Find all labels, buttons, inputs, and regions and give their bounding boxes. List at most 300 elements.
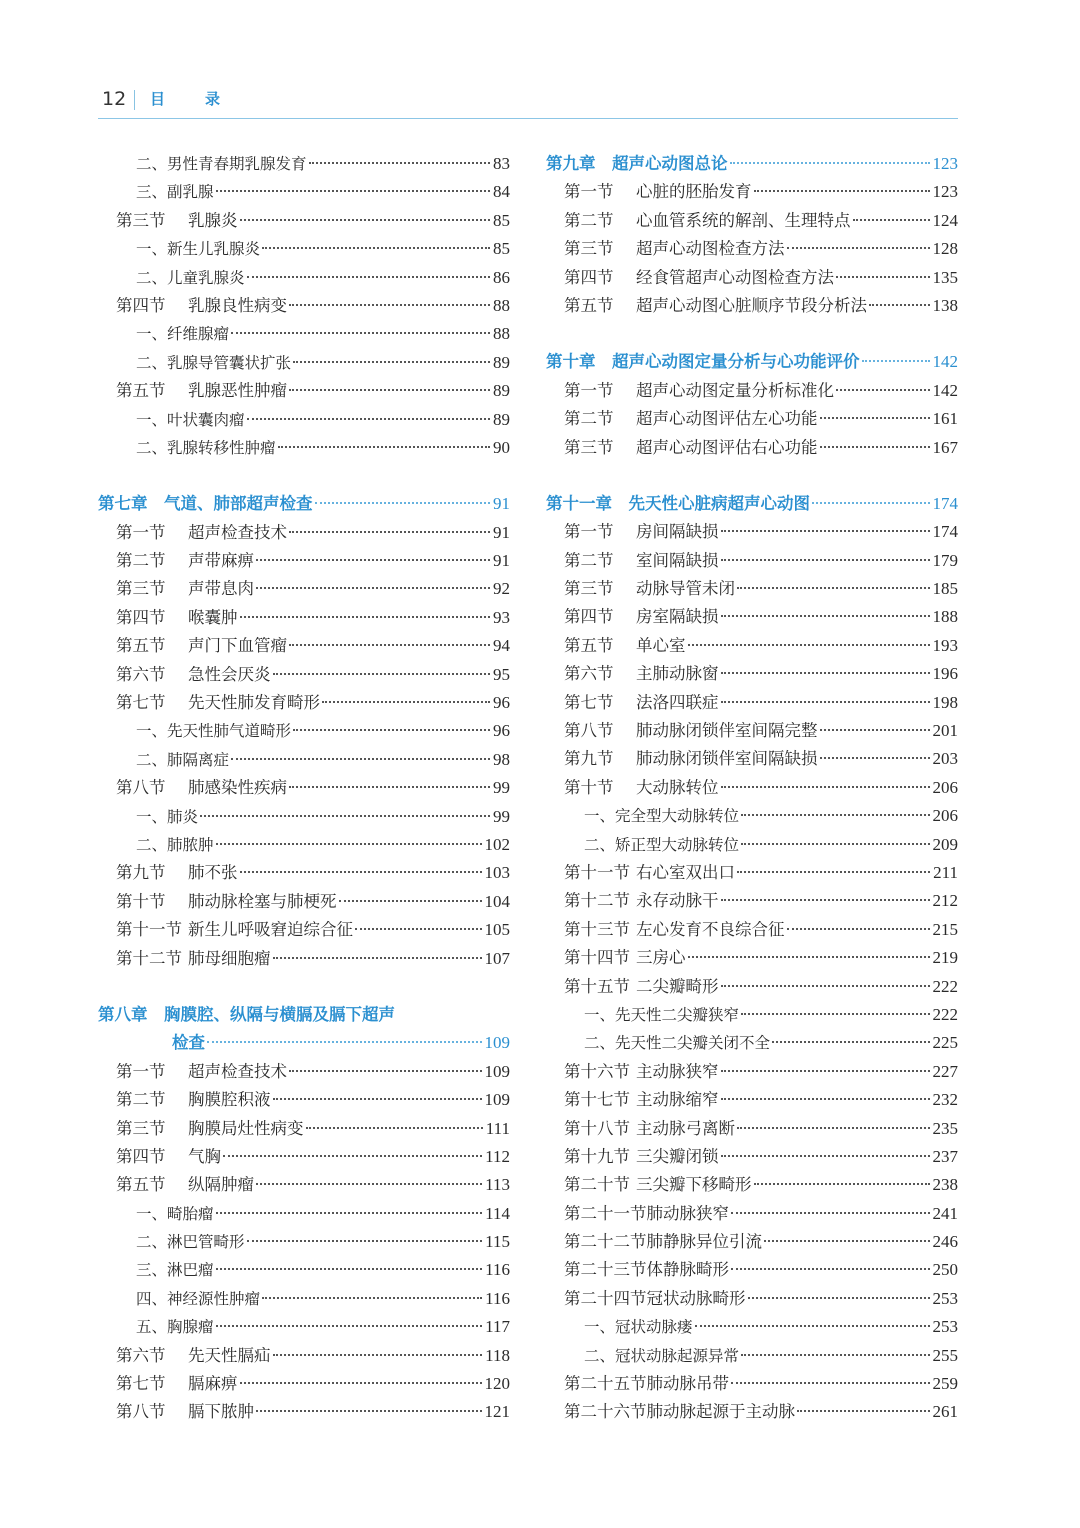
dot-leader xyxy=(240,871,482,873)
toc-subsection-entry[interactable] xyxy=(546,1029,958,1057)
toc-chapter-entry[interactable] xyxy=(546,150,958,178)
toc-entry-label: 超声检查技术 xyxy=(188,522,287,542)
toc-entry-label: 房室隔缺损 xyxy=(636,607,719,627)
toc-section-entry[interactable] xyxy=(546,1398,958,1426)
toc-entry-label: 法洛四联症 xyxy=(636,692,719,712)
toc-entry-title xyxy=(546,292,867,320)
toc-page-number: 241 xyxy=(932,1203,958,1223)
toc-entry-label: 气道、肺部超声检查 xyxy=(164,494,313,514)
toc-section-entry[interactable] xyxy=(546,1058,958,1086)
toc-section-entry[interactable] xyxy=(98,1398,510,1426)
toc-entry-number: 第一节 xyxy=(564,380,614,400)
toc-entry-number: 第三节 xyxy=(564,579,614,599)
toc-entry-number: 第五节 xyxy=(116,636,166,656)
toc-section-entry[interactable] xyxy=(98,1342,510,1370)
toc-section-entry[interactable] xyxy=(98,689,510,717)
toc-section-entry[interactable] xyxy=(546,632,958,660)
toc-entry-label: 乳腺恶性肿瘤 xyxy=(188,381,287,401)
toc-entry-number: 第三节 xyxy=(564,239,614,259)
toc-entry-number: 第二十节 xyxy=(564,1175,630,1195)
toc-page-number: 109 xyxy=(484,1033,510,1053)
toc-entry-label: 大动脉转位 xyxy=(636,777,719,797)
toc-entry-title xyxy=(546,1398,795,1426)
dot-leader xyxy=(216,1268,483,1270)
toc-section-entry[interactable] xyxy=(98,859,510,887)
toc-entry-number: 第三节 xyxy=(116,579,166,599)
dot-leader xyxy=(688,956,930,958)
toc-section-entry[interactable] xyxy=(546,1115,958,1143)
toc-entry-title xyxy=(98,746,229,774)
toc-page-number: 206 xyxy=(932,777,958,797)
toc-entry-title xyxy=(98,1001,395,1029)
toc-section-entry[interactable] xyxy=(546,1370,958,1398)
toc-entry-label: 二、淋巴管畸形 xyxy=(136,1233,245,1252)
toc-chapter-entry[interactable] xyxy=(98,490,510,518)
dot-leader xyxy=(721,899,930,901)
dot-leader xyxy=(306,1127,483,1129)
toc-page-number: 222 xyxy=(932,976,958,996)
toc-page-number: 113 xyxy=(485,1175,510,1195)
toc-entry-title xyxy=(98,150,307,178)
toc-entry-number: 第一节 xyxy=(564,522,614,542)
toc-page-number: 99 xyxy=(493,806,510,826)
toc-entry-title xyxy=(98,320,229,348)
toc-subsection-entry[interactable] xyxy=(98,349,510,377)
toc-entry-title xyxy=(98,774,287,802)
dot-leader xyxy=(223,1155,482,1157)
toc-entry-label: 超声心动图总论 xyxy=(612,154,728,173)
toc-entry-title xyxy=(98,292,287,320)
dot-leader xyxy=(256,1183,482,1185)
toc-subsection-entry[interactable] xyxy=(546,1342,958,1370)
dot-leader xyxy=(695,1325,930,1327)
toc-section-entry[interactable] xyxy=(546,689,958,717)
toc-entry-title xyxy=(546,717,818,745)
toc-entry-label: 永存动脉干 xyxy=(636,891,719,911)
dot-leader xyxy=(869,304,930,306)
toc-entry-title xyxy=(546,745,818,773)
toc-entry-label: 冠状动脉畸形 xyxy=(646,1288,746,1308)
toc-entry-number: 第八节 xyxy=(116,1402,166,1422)
toc-spacer xyxy=(546,320,958,348)
toc-section-entry[interactable] xyxy=(98,292,510,320)
toc-entry-number: 第八节 xyxy=(116,778,166,798)
toc-section-entry[interactable] xyxy=(546,1256,958,1284)
toc-entry-title xyxy=(98,264,245,292)
toc-entry-number: 第六节 xyxy=(116,664,166,684)
toc-subsection-entry[interactable] xyxy=(98,1228,510,1256)
toc-entry-label: 一、新生儿乳腺炎 xyxy=(136,240,261,259)
toc-entry-number: 第二十六节 xyxy=(564,1402,647,1422)
toc-subsection-entry[interactable] xyxy=(98,320,510,348)
dot-leader xyxy=(216,1325,483,1327)
toc-entry-title xyxy=(98,632,287,660)
toc-subsection-entry[interactable] xyxy=(98,264,510,292)
toc-entry-number: 第七章 xyxy=(98,494,148,514)
toc-entry-title xyxy=(98,604,238,632)
dot-leader xyxy=(309,162,490,164)
toc-entry-title xyxy=(98,434,276,462)
toc-entry-label: 二、乳腺转移性肿瘤 xyxy=(136,438,276,457)
dot-leader xyxy=(748,1297,930,1299)
toc-subsection-entry[interactable] xyxy=(98,235,510,263)
toc-section-entry[interactable] xyxy=(546,518,958,546)
toc-section-entry[interactable] xyxy=(546,547,958,575)
dot-leader xyxy=(731,1212,930,1214)
toc-entry-number: 第四节 xyxy=(116,607,166,627)
toc-subsection-entry[interactable] xyxy=(546,1313,958,1341)
toc-entry-label: 胸膜腔、纵隔与横膈及膈下超声 xyxy=(164,1004,395,1024)
toc-page-number: 99 xyxy=(493,778,510,798)
toc-page-number: 128 xyxy=(932,239,958,259)
toc-page-number: 105 xyxy=(484,920,510,940)
toc-section-entry[interactable] xyxy=(98,1086,510,1114)
toc-entry-label: 一、先天性二尖瓣狭窄 xyxy=(584,1005,740,1024)
toc-entry-label: 房间隔缺损 xyxy=(636,522,719,542)
toc-subsection-entry[interactable] xyxy=(98,150,510,178)
toc-page-number: 84 xyxy=(493,182,510,202)
dot-leader xyxy=(247,418,490,420)
toc-entry-title xyxy=(98,1086,271,1114)
toc-entry-title xyxy=(546,973,719,1001)
toc-entry-number: 第十七节 xyxy=(564,1090,630,1110)
toc-page-number: 124 xyxy=(932,210,958,230)
dot-leader xyxy=(200,815,490,817)
dot-leader xyxy=(721,530,930,532)
toc-entry-number: 第二节 xyxy=(116,1090,166,1110)
toc-page-number: 93 xyxy=(493,607,510,627)
dot-leader xyxy=(754,1183,930,1185)
toc-section-entry[interactable] xyxy=(546,1200,958,1228)
toc-section-entry[interactable] xyxy=(98,1143,510,1171)
toc-page-number: 212 xyxy=(932,891,958,911)
toc-section-entry[interactable] xyxy=(546,434,958,462)
toc-entry-title xyxy=(98,661,271,689)
toc-page-number: 179 xyxy=(932,550,958,570)
toc-entry-title xyxy=(546,490,810,518)
toc-subsection-entry[interactable] xyxy=(98,803,510,831)
dot-leader xyxy=(289,644,490,646)
toc-chapter-entry[interactable] xyxy=(546,348,958,376)
toc-entry-title xyxy=(546,405,818,433)
dot-leader xyxy=(730,162,930,164)
toc-entry-number: 第十二节 xyxy=(116,948,182,968)
page-number: 12 xyxy=(102,88,127,110)
toc-entry-title xyxy=(98,1200,214,1228)
toc-entry-label: 声带麻痹 xyxy=(188,551,254,571)
toc-subsection-entry[interactable] xyxy=(98,831,510,859)
toc-chapter-entry[interactable] xyxy=(98,1001,510,1029)
toc-entry-title xyxy=(98,1398,254,1426)
toc-entry-label: 主动脉缩窄 xyxy=(636,1090,719,1110)
toc-entry-number: 第二节 xyxy=(564,409,614,429)
toc-section-entry[interactable] xyxy=(98,774,510,802)
toc-entry-label: 胸膜腔积液 xyxy=(188,1090,271,1110)
toc-entry-title xyxy=(546,1200,729,1228)
toc-section-entry[interactable] xyxy=(546,1228,958,1256)
toc-entry-title xyxy=(546,518,719,546)
toc-section-entry[interactable] xyxy=(546,207,958,235)
toc-entry-title xyxy=(546,1115,735,1143)
toc-section-entry[interactable] xyxy=(546,264,958,292)
toc-entry-title xyxy=(98,1143,221,1171)
toc-entry-number: 第三节 xyxy=(564,437,614,457)
toc-subsection-entry[interactable] xyxy=(98,1285,510,1313)
toc-chapter-entry[interactable] xyxy=(546,490,958,518)
dot-leader xyxy=(315,502,491,504)
toc-entry-label: 三尖瓣下移畸形 xyxy=(636,1175,752,1195)
toc-entry-number: 第七节 xyxy=(116,693,166,713)
toc-page-number: 88 xyxy=(493,295,510,315)
toc-entry-label: 主动脉狭窄 xyxy=(636,1061,719,1081)
toc-subsection-entry[interactable] xyxy=(546,831,958,859)
toc-section-entry[interactable] xyxy=(546,774,958,802)
toc-entry-title xyxy=(546,264,834,292)
toc-section-entry[interactable] xyxy=(546,973,958,1001)
toc-subsection-entry[interactable] xyxy=(98,406,510,434)
running-title: 目录 xyxy=(150,90,261,108)
dot-leader xyxy=(289,531,490,533)
toc-entry-number: 第二十五节 xyxy=(564,1374,647,1394)
dot-leader xyxy=(721,1070,930,1072)
toc-entry-number: 第十一节 xyxy=(116,920,182,940)
toc-page-number: 95 xyxy=(493,664,510,684)
toc-chapter-entry-continued[interactable] xyxy=(98,1029,510,1057)
toc-page-number: 89 xyxy=(493,409,510,429)
toc-subsection-entry[interactable] xyxy=(98,1313,510,1341)
toc-entry-label: 三房心 xyxy=(636,948,686,968)
toc-entry-number: 第九章 xyxy=(546,154,596,173)
toc-section-entry[interactable] xyxy=(98,377,510,405)
toc-subsection-entry[interactable] xyxy=(98,178,510,206)
toc-entry-title xyxy=(546,178,752,206)
toc-page-number: 261 xyxy=(932,1402,958,1422)
toc-entry-title xyxy=(546,632,686,660)
toc-entry-label: 肺动脉狭窄 xyxy=(646,1203,729,1223)
dot-leader xyxy=(812,502,930,504)
dot-leader xyxy=(731,1382,930,1384)
toc-entry-label: 一、纤维腺瘤 xyxy=(136,325,230,344)
toc-section-entry[interactable] xyxy=(546,235,958,263)
dot-leader xyxy=(339,900,482,902)
toc-entry-title xyxy=(546,377,834,405)
toc-entry-label: 右心室双出口 xyxy=(636,862,735,882)
toc-section-entry[interactable] xyxy=(98,1171,510,1199)
toc-entry-title xyxy=(546,1313,693,1341)
toc-page-number: 116 xyxy=(485,1260,510,1280)
dot-leader xyxy=(273,957,482,959)
toc-page-number: 83 xyxy=(493,154,510,173)
dot-leader xyxy=(737,587,930,589)
toc-entry-label: 心脏的胚胎发育 xyxy=(636,182,752,202)
toc-page-number: 225 xyxy=(932,1033,958,1053)
toc-page-number: 142 xyxy=(932,380,958,400)
toc-entry-label: 超声心动图评估右心功能 xyxy=(636,437,818,457)
page-header xyxy=(98,88,958,116)
toc-entry-number: 第五节 xyxy=(564,635,614,655)
toc-page-number: 142 xyxy=(932,352,958,372)
toc-section-entry[interactable] xyxy=(546,1285,958,1313)
toc-entry-number: 第三节 xyxy=(116,210,166,230)
toc-entry-number: 第六节 xyxy=(564,664,614,684)
toc-section-entry[interactable] xyxy=(98,1370,510,1398)
toc-section-entry[interactable] xyxy=(546,859,958,887)
toc-subsection-entry[interactable] xyxy=(546,1001,958,1029)
toc-entry-title xyxy=(98,945,271,973)
toc-entry-number: 第四节 xyxy=(116,1146,166,1166)
dot-leader xyxy=(721,1098,930,1100)
toc-subsection-entry[interactable] xyxy=(98,434,510,462)
toc-entry-label: 一、肺炎 xyxy=(136,807,199,826)
toc-entry-label: 三尖瓣闭锁 xyxy=(636,1146,719,1166)
toc-page-number: 232 xyxy=(932,1090,958,1110)
toc-page-number: 237 xyxy=(932,1146,958,1166)
toc-entry-title xyxy=(546,916,785,944)
toc-entry-title xyxy=(546,575,735,603)
toc-page-number: 109 xyxy=(484,1090,510,1110)
toc-page-number: 118 xyxy=(485,1345,510,1365)
toc-section-entry[interactable] xyxy=(546,1143,958,1171)
toc-entry-label: 超声心动图检查方法 xyxy=(636,239,785,259)
toc-page-number: 138 xyxy=(932,295,958,315)
toc-section-entry[interactable] xyxy=(546,1086,958,1114)
toc-section-entry[interactable] xyxy=(546,405,958,433)
toc-section-entry[interactable] xyxy=(98,547,510,575)
dot-leader xyxy=(289,389,490,391)
toc-section-entry[interactable] xyxy=(546,178,958,206)
toc-section-entry[interactable] xyxy=(98,888,510,916)
toc-subsection-entry[interactable] xyxy=(98,1256,510,1284)
toc-entry-title xyxy=(98,1228,245,1256)
toc-entry-number: 第十一章 xyxy=(546,493,612,513)
toc-entry-label: 三、副乳腺 xyxy=(136,183,214,202)
toc-section-entry[interactable] xyxy=(546,916,958,944)
toc-page-number: 161 xyxy=(932,409,958,429)
toc-entry-number: 第六节 xyxy=(116,1345,166,1365)
toc-page-number: 250 xyxy=(932,1260,958,1280)
toc-entry-title xyxy=(98,1256,214,1284)
toc-entry-title xyxy=(98,349,291,377)
toc-entry-title xyxy=(98,1058,287,1086)
toc-entry-label: 二、男性青春期乳腺发育 xyxy=(136,155,307,173)
toc-section-entry[interactable] xyxy=(98,945,510,973)
toc-section-entry[interactable] xyxy=(98,519,510,547)
toc-subsection-entry[interactable] xyxy=(546,802,958,830)
toc-entry-title xyxy=(98,717,291,745)
toc-subsection-entry[interactable] xyxy=(98,746,510,774)
toc-page-number: 185 xyxy=(932,579,958,599)
toc-entry-number: 第十五节 xyxy=(564,976,630,996)
dot-leader xyxy=(721,1155,930,1157)
dot-leader xyxy=(721,985,930,987)
toc-page-number: 112 xyxy=(485,1146,510,1166)
toc-entry-title xyxy=(546,1058,719,1086)
toc-entry-title xyxy=(98,689,320,717)
toc-entry-title xyxy=(98,1115,304,1143)
dot-leader xyxy=(278,446,490,448)
toc-entry-number: 第二十一节 xyxy=(564,1203,647,1223)
toc-page-number: 89 xyxy=(493,381,510,401)
toc-page-number: 253 xyxy=(932,1317,958,1337)
toc-entry-number: 第二十二节 xyxy=(564,1232,647,1252)
toc-page-number: 215 xyxy=(932,919,958,939)
toc-page-number: 193 xyxy=(932,635,958,655)
toc-section-entry[interactable] xyxy=(98,632,510,660)
dot-leader xyxy=(721,701,930,703)
toc-section-entry[interactable] xyxy=(98,575,510,603)
toc-entry-title xyxy=(546,1256,729,1284)
toc-entry-number: 第九节 xyxy=(564,749,614,769)
toc-page-number: 114 xyxy=(485,1203,510,1223)
toc-entry-title xyxy=(546,1171,752,1199)
toc-entry-label: 二、先天性二尖瓣关闭不全 xyxy=(584,1034,771,1053)
toc-entry-title xyxy=(98,178,214,206)
toc-entry-label: 先天性心脏病超声心动图 xyxy=(628,493,810,513)
dot-leader xyxy=(322,701,490,703)
toc-section-entry[interactable] xyxy=(546,603,958,631)
toc-entry-title xyxy=(98,547,254,575)
toc-page-number: 259 xyxy=(932,1374,958,1394)
toc-entry-title xyxy=(546,1370,729,1398)
toc-entry-label: 二、冠状动脉起源异常 xyxy=(584,1346,740,1365)
toc-entry-title xyxy=(98,575,254,603)
toc-entry-label: 经食管超声心动图检查方法 xyxy=(636,267,834,287)
toc-entry-label: 肺不张 xyxy=(188,863,238,883)
toc-page-number: 188 xyxy=(932,607,958,627)
dot-leader xyxy=(862,360,930,362)
dot-leader xyxy=(256,559,490,561)
toc-page-number: 116 xyxy=(485,1288,510,1308)
dot-leader xyxy=(820,729,930,731)
toc-section-entry[interactable] xyxy=(98,916,510,944)
toc-entry-label: 膈下脓肿 xyxy=(188,1402,254,1422)
toc-section-entry[interactable] xyxy=(546,717,958,745)
toc-section-entry[interactable] xyxy=(546,745,958,773)
toc-subsection-entry[interactable] xyxy=(98,1200,510,1228)
toc-page-number: 206 xyxy=(932,806,958,826)
toc-section-entry[interactable] xyxy=(98,661,510,689)
toc-section-entry[interactable] xyxy=(546,377,958,405)
toc-entry-number: 第二节 xyxy=(564,550,614,570)
toc-section-entry[interactable] xyxy=(98,1058,510,1086)
toc-entry-label: 肺动脉栓塞与肺梗死 xyxy=(188,891,337,911)
toc-page-number: 211 xyxy=(933,862,958,882)
toc-section-entry[interactable] xyxy=(98,604,510,632)
toc-entry-label: 超声心动图评估左心功能 xyxy=(636,409,818,429)
toc-page-number: 88 xyxy=(493,324,510,344)
toc-section-entry[interactable] xyxy=(98,207,510,235)
toc-entry-title xyxy=(546,1228,762,1256)
toc-page-number: 111 xyxy=(485,1118,510,1138)
toc-section-entry[interactable] xyxy=(546,887,958,915)
toc-section-entry[interactable] xyxy=(546,1171,958,1199)
toc-page-number: 123 xyxy=(932,154,958,173)
dot-leader xyxy=(207,1041,482,1043)
toc-section-entry[interactable] xyxy=(546,292,958,320)
dot-leader xyxy=(820,757,930,759)
toc-entry-number: 第九节 xyxy=(116,863,166,883)
toc-section-entry[interactable] xyxy=(98,1115,510,1143)
toc-section-entry[interactable] xyxy=(546,944,958,972)
toc-subsection-entry[interactable] xyxy=(98,717,510,745)
toc-entry-title xyxy=(98,1171,254,1199)
toc-section-entry[interactable] xyxy=(546,575,958,603)
toc-page-number: 255 xyxy=(932,1345,958,1365)
toc-entry-label: 新生儿呼吸窘迫综合征 xyxy=(188,920,353,940)
toc-section-entry[interactable] xyxy=(546,660,958,688)
dot-leader xyxy=(737,871,930,873)
toc-entry-label: 体静脉畸形 xyxy=(646,1260,729,1280)
